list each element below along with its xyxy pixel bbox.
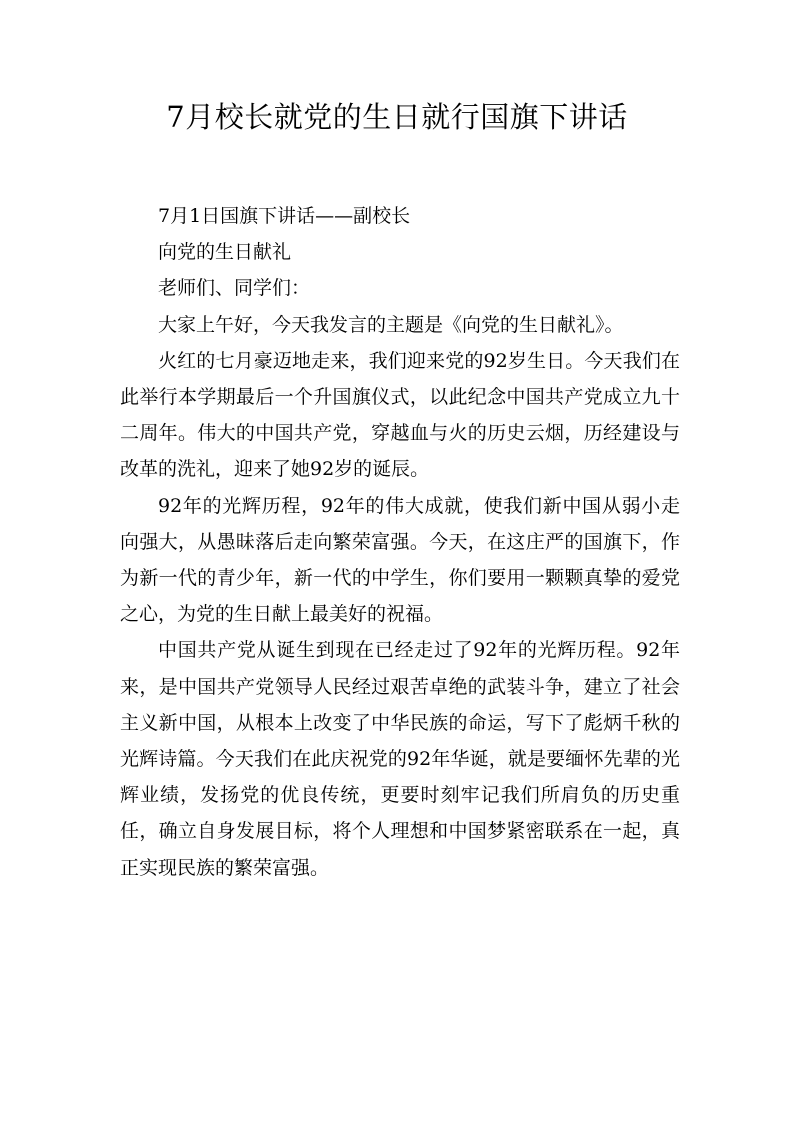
salutation: 老师们、同学们： [158,277,311,300]
document-title: 7月校长就党的生日就行国旗下讲话 [166,100,628,134]
speech-header-line: 7月1日国旗下讲话——副校长 [158,205,411,227]
document-body [120,198,680,886]
opening-paragraph: 大家上午好，今天我发言的主题是《向党的生日献礼》。 [158,313,624,336]
speech-subtitle: 向党的生日献礼 [158,241,292,264]
body-paragraph: 92年的光辉历程，92年的伟大成就，使我们新中国从弱小走向强大，从愚昧落后走向繁荣富强。今天，在这庄严的国旗下，作为新一代的青少年，新一代的中学生，你们要用一颗颗真挚的爱党之心，为党的生日献上最美好的祝福。 [120,494,680,626]
body-paragraph: 火红的七月豪迈地走来，我们迎来党的92岁生日。今天我们在此举行本学期最后一个升国旗仪式，以此纪念中国共产党成立九十二周年。伟大的中国共产党，穿越血与火的历史云烟，历经建设与改革的洗礼，迎来了她92岁的诞辰。 [120,349,680,481]
body-paragraph: 中国共产党从诞生到现在已经走过了92年的光辉历程。92年来，是中国共产党领导人民经过艰苦卓绝的武装斗争，建立了社会主义新中国，从根本上改变了中华民族的命运，写下了彪炳千秋的光辉诗篇。今天我们在此庆祝党的92年华诞，就是要缅怀先辈的光辉业绩，发扬党的优良传统，更要时刻牢记我们所肩负的历史重任，确立自身发展目标，将个人理想和中国梦紧密联系在一起，真正实现民族的繁荣富强。 [120,639,680,879]
